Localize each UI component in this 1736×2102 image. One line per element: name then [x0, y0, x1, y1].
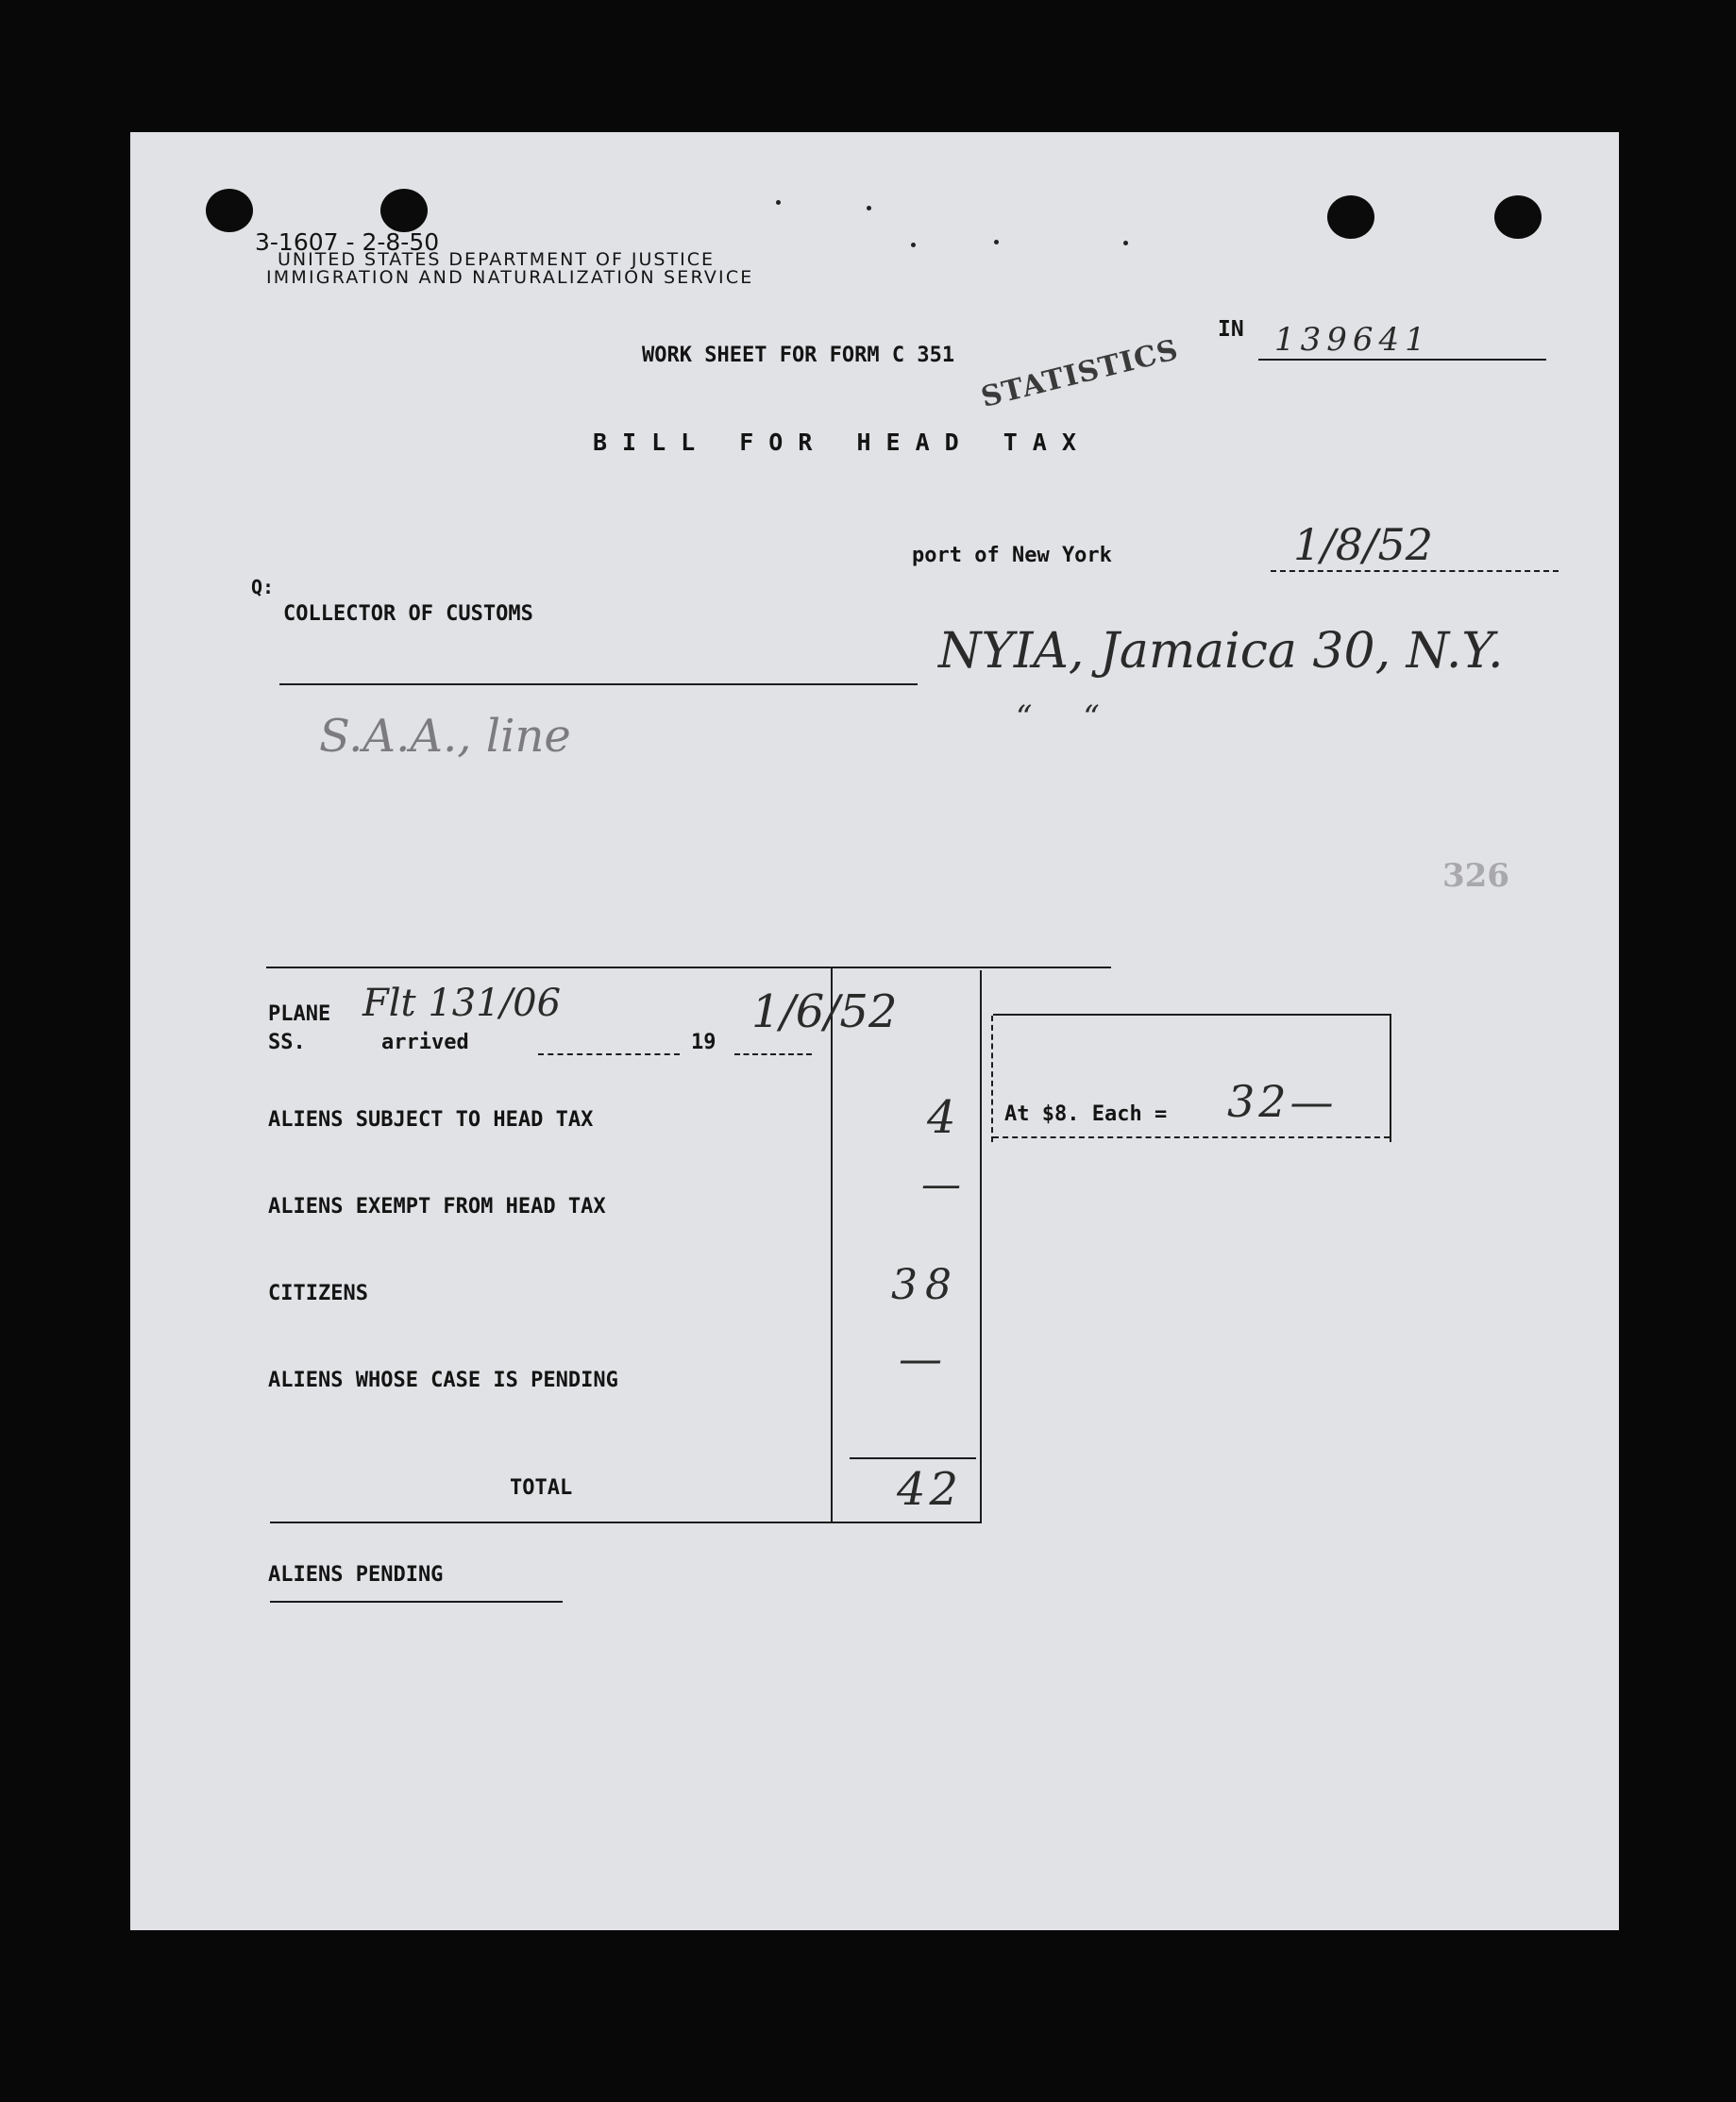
handwritten-location: NYIA, Jamaica 30, N.Y.	[938, 623, 1504, 680]
ditto-marks: “ “	[1016, 698, 1100, 736]
page-number: 326	[1442, 857, 1509, 895]
plane-label: PLANE	[268, 1002, 331, 1026]
row-label-citizens: CITIZENS	[268, 1282, 368, 1305]
port-date: 1/8/52	[1293, 519, 1434, 570]
service-name: IMMIGRATION AND NATURALIZATION SERVICE	[266, 267, 754, 288]
plane-date: 1/6/52	[751, 985, 898, 1038]
plane-flight: Flt 131/06	[362, 982, 562, 1025]
aliens-pending-label: ALIENS PENDING	[268, 1563, 444, 1587]
department-name: UNITED STATES DEPARTMENT OF JUSTICE	[278, 249, 715, 270]
row-value-exempt: —	[921, 1161, 961, 1207]
ss-label: SS.	[268, 1031, 306, 1054]
row-value-subject: 4	[927, 1091, 956, 1144]
to-label: Q:	[251, 576, 275, 598]
worksheet-title: WORK SHEET FOR FORM C 351	[642, 344, 955, 367]
rate-amount: 32—	[1227, 1076, 1338, 1127]
punch-hole	[380, 189, 428, 232]
statistics-stamp: STATISTICS	[978, 333, 1183, 414]
punch-hole	[206, 189, 253, 232]
total-label: TOTAL	[510, 1476, 573, 1500]
bill-title: BILL FOR HEAD TAX	[593, 429, 1091, 456]
row-value-pending: —	[899, 1333, 942, 1384]
arrived-label: arrived	[381, 1031, 469, 1054]
rate-label: At $8. Each =	[1004, 1102, 1168, 1126]
port-label: port of New York	[912, 544, 1112, 567]
total-value: 42	[897, 1463, 963, 1516]
row-value-citizens: 38	[891, 1261, 959, 1309]
pencil-note: S.A.A., line	[319, 710, 571, 763]
row-label-pending: ALIENS WHOSE CASE IS PENDING	[268, 1369, 618, 1392]
in-number: 139641	[1274, 321, 1431, 359]
form-code: 3-1607 - 2-8-50	[255, 228, 440, 256]
year-prefix: 19	[691, 1031, 716, 1054]
punch-hole	[1327, 195, 1374, 239]
document-page	[130, 132, 1619, 1930]
collector-of-customs: COLLECTOR OF CUSTOMS	[283, 602, 533, 626]
punch-hole	[1494, 195, 1542, 239]
row-label-subject: ALIENS SUBJECT TO HEAD TAX	[268, 1108, 594, 1132]
in-label: IN	[1218, 317, 1244, 342]
row-label-exempt: ALIENS EXEMPT FROM HEAD TAX	[268, 1195, 606, 1219]
